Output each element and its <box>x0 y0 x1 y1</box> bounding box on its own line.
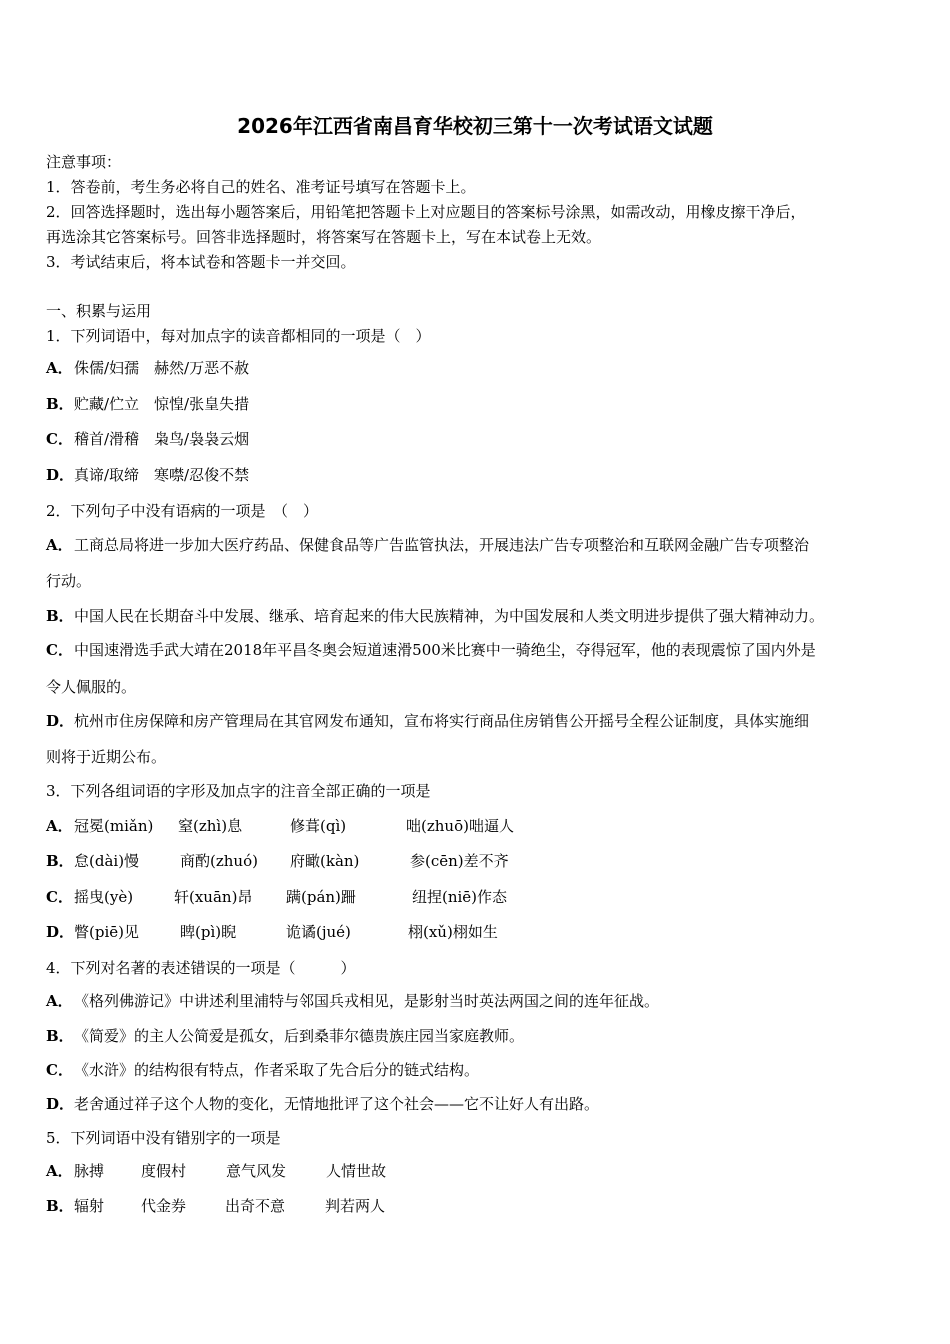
option-word: 判若两人 <box>325 1197 386 1215</box>
option-word: 纽捏(niē)作态 <box>412 888 508 906</box>
question-5-option-a <box>46 1161 386 1181</box>
option-word: 咄(zhuō)咄逼人 <box>406 817 514 835</box>
option-label: B． <box>46 607 74 625</box>
option-label: A． <box>46 1162 73 1180</box>
option-word: 意气风发 <box>226 1162 287 1180</box>
section-heading: 一、积累与运用 <box>46 302 152 320</box>
question-2-option-a <box>46 535 809 555</box>
option-word: 修葺(qì) <box>290 817 347 835</box>
question-2-option-c-cont: 令人佩服的。 <box>46 678 137 696</box>
option-text: 侏儒/妇孺 赫然/万恶不赦 <box>74 359 250 377</box>
option-label: D． <box>46 712 75 730</box>
option-label: C． <box>46 888 73 906</box>
option-word: 诡谲(jué) <box>286 923 351 941</box>
question-4-option-c <box>46 1060 479 1080</box>
question-2-option-b <box>46 606 824 626</box>
question-3-stem: 3．下列各组词语的字形及加点字的注音全部正确的一项是 <box>46 782 431 800</box>
option-label: B． <box>46 1027 74 1045</box>
question-2-option-a-cont: 行动。 <box>46 572 92 590</box>
option-word: 脉搏 <box>74 1162 105 1180</box>
option-label: D． <box>46 923 75 941</box>
option-text: 《水浒》的结构很有特点，作者采取了先合后分的链式结构。 <box>74 1061 480 1079</box>
question-3-option-b <box>46 851 509 871</box>
question-3-option-c <box>46 887 507 907</box>
option-text: 工商总局将进一步加大医疗药品、保健食品等广告监管执法，开展违法广告专项整治和互联网金融广告专项整治 <box>74 536 810 554</box>
question-4-option-d <box>46 1094 599 1114</box>
option-text: 中国速滑选手武大靖在2018年平昌冬奥会短道速滑500米比赛中一骑绝尘，夺得冠军，他的表现震惊了国内外是 <box>74 641 816 659</box>
question-1-stem: 1．下列词语中，每对加点字的读音都相同的一项是（ ） <box>46 327 431 345</box>
option-word: 度假村 <box>141 1162 187 1180</box>
option-label: A． <box>46 992 73 1010</box>
option-label: D． <box>46 466 75 484</box>
option-word: 代金券 <box>141 1197 187 1215</box>
option-label: B． <box>46 1197 74 1215</box>
option-word: 出奇不意 <box>225 1197 286 1215</box>
option-word: 蹒(pán)跚 <box>286 888 356 906</box>
option-word: 人情世故 <box>326 1162 387 1180</box>
option-label: A． <box>46 536 73 554</box>
question-5-stem: 5．下列词语中没有错别字的一项是 <box>46 1129 281 1147</box>
option-label: B． <box>46 395 74 413</box>
option-label: C． <box>46 641 73 659</box>
option-label: A． <box>46 359 73 377</box>
option-word: 府瞰(kàn) <box>290 852 360 870</box>
question-2-option-d-cont: 则将于近期公布。 <box>46 748 167 766</box>
option-word: 瞥(piē)见 <box>74 923 139 941</box>
notice-heading: 注意事项： <box>46 153 122 171</box>
option-label: B． <box>46 852 74 870</box>
notice-item-1: 1．答卷前，考生务必将自己的姓名、准考证号填写在答题卡上。 <box>46 178 476 196</box>
question-2-option-c <box>46 640 816 660</box>
question-4-option-b <box>46 1026 524 1046</box>
notice-item-2: 2．回答选择题时，选出每小题答案后，用铅笔把答题卡上对应题目的答案标号涂黑，如需改动，用橡皮擦干净后， <box>46 203 806 221</box>
option-label: C． <box>46 430 73 448</box>
question-1-option-b <box>46 394 249 414</box>
option-word: 睥(pì)睨 <box>180 923 237 941</box>
question-1-option-a <box>46 358 249 378</box>
option-text: 贮藏/伫立 惊惶/张皇失措 <box>74 395 250 413</box>
option-word: 摇曳(yè) <box>74 888 134 906</box>
option-word: 商酌(zhuó) <box>180 852 258 870</box>
option-label: D． <box>46 1095 75 1113</box>
option-word: 轩(xuān)昂 <box>174 888 253 906</box>
question-4-option-a <box>46 991 659 1011</box>
option-word: 栩(xǔ)栩如生 <box>408 923 498 941</box>
option-word: 怠(dài)慢 <box>74 852 140 870</box>
question-1-option-c <box>46 429 249 449</box>
question-3-option-d <box>46 922 498 942</box>
question-4-stem: 4．下列对名著的表述错误的一项是（ ） <box>46 959 356 977</box>
page-title: 2026年江西省南昌育华校初三第十一次考试语文试题 <box>237 114 713 138</box>
question-5-option-b <box>46 1196 385 1216</box>
option-text: 《格列佛游记》中讲述利里浦特与邻国兵戎相见，是影射当时英法两国之间的连年征战。 <box>74 992 660 1010</box>
option-word: 冠冕(miǎn) <box>74 817 154 835</box>
option-text: 老舍通过祥子这个人物的变化，无情地批评了这个社会——它不让好人有出路。 <box>74 1095 600 1113</box>
option-text: 稽首/滑稽 枭鸟/袅袅云烟 <box>74 430 250 448</box>
notice-item-3: 3．考试结束后，将本试卷和答题卡一并交回。 <box>46 253 356 271</box>
option-text: 真谛/取缔 寒噤/忍俊不禁 <box>74 466 250 484</box>
option-word: 参(cēn)差不齐 <box>410 852 509 870</box>
question-2-stem: 2．下列句子中没有语病的一项是 （ ） <box>46 502 319 520</box>
question-1-option-d <box>46 465 249 485</box>
option-text: 中国人民在长期奋斗中发展、继承、培育起来的伟大民族精神，为中国发展和人类文明进步提供了强大精神动力。 <box>74 607 825 625</box>
option-word: 窒(zhì)息 <box>178 817 243 835</box>
option-label: A． <box>46 817 73 835</box>
question-3-option-a <box>46 816 514 836</box>
notice-item-2-cont: 再选涂其它答案标号。回答非选择题时，将答案写在答题卡上，写在本试卷上无效。 <box>46 228 602 246</box>
option-word: 辐射 <box>74 1197 105 1215</box>
option-text: 《简爱》的主人公简爱是孤女，后到桑菲尔德贵族庄园当家庭教师。 <box>74 1027 525 1045</box>
option-text: 杭州市住房保障和房产管理局在其官网发布通知，宣布将实行商品住房销售公开摇号全程公证制度，具体实施细 <box>74 712 810 730</box>
question-2-option-d <box>46 711 809 731</box>
option-label: C． <box>46 1061 73 1079</box>
